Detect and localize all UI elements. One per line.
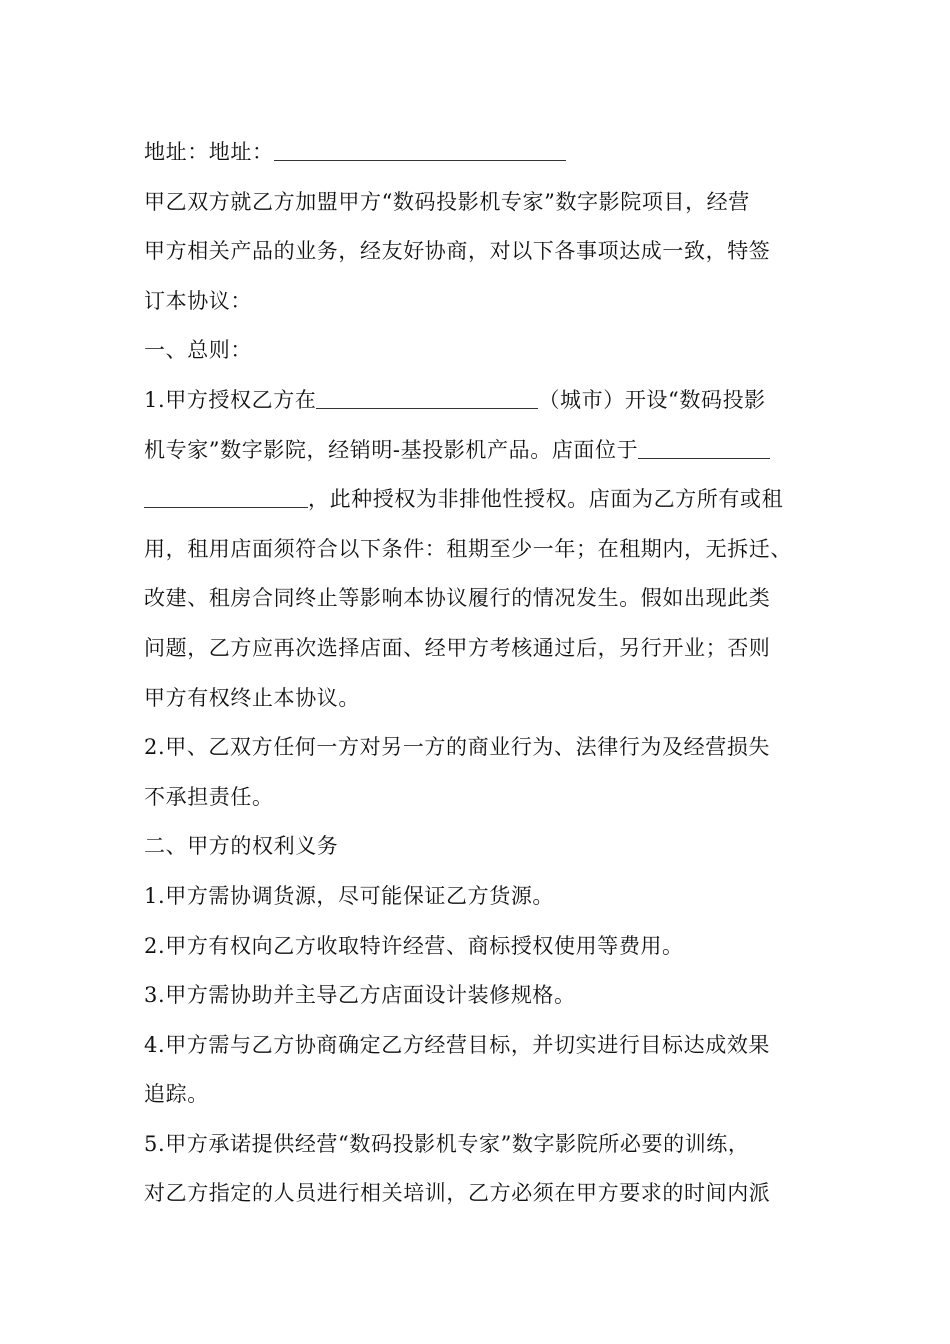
clause-2-5-line: 对乙方指定的人员进行相关培训，乙方必须在甲方要求的时间内派 [144, 1181, 771, 1206]
store-location-blank-continued [144, 487, 308, 508]
intro-line: 甲方相关产品的业务，经友好协商，对以下各事项达成一致，特签 [144, 239, 771, 264]
section-heading-party-a-rights: 二、甲方的权利义务 [144, 834, 339, 859]
document-body [144, 128, 814, 1219]
address-label: 地址：地址： [144, 140, 274, 164]
intro-line: 甲乙双方就乙方加盟甲方“数码投影机专家”数字影院项目，经营 [144, 189, 750, 214]
store-location-blank [638, 438, 770, 459]
clause-1-1-city-suffix: （城市）开设“数码投影 [538, 387, 766, 412]
clause-2-3-line: 3.甲方需协助并主导乙方店面设计装修规格。 [144, 983, 576, 1008]
clause-1-1-store-text: 机专家”数字影院，经销明-基投影机产品。店面位于 [144, 437, 639, 462]
clause-2-1-line: 1.甲方需协调货源，尽可能保证乙方货源。 [144, 883, 555, 908]
clause-1-1-line [144, 475, 814, 525]
clause-2-4-line: 4.甲方需与乙方协商确定乙方经营目标，并切实进行目标达成效果 [144, 1032, 771, 1057]
city-blank [316, 388, 538, 409]
address-blank [274, 140, 566, 161]
clause-1-1-line: 问题，乙方应再次选择店面、经甲方考核通过后，另行开业；否则 [144, 635, 771, 660]
clause-1-2-line: 2.甲、乙双方任何一方对另一方的商业行为、法律行为及经营损失 [144, 735, 771, 760]
clause-1-1-line: 用，租用店面须符合以下条件：租期至少一年；在租期内，无拆迁、 [144, 536, 792, 561]
address-line [144, 128, 814, 178]
clause-2-5-line: 5.甲方承诺提供经营“数码投影机专家”数字影院所必要的训练， [144, 1131, 750, 1156]
section-heading-general: 一、总则： [144, 338, 252, 363]
clause-2-2-line: 2.甲方有权向乙方收取特许经营、商标授权使用等费用。 [144, 933, 684, 958]
clause-1-1-authorization-text: ，此种授权为非排他性授权。店面为乙方所有或租 [308, 487, 784, 512]
clause-1-1-line: 改建、租房合同终止等影响本协议履行的情况发生。假如出现此类 [144, 586, 771, 611]
clause-1-1-prefix: 1.甲方授权乙方在 [144, 387, 317, 412]
intro-line: 订本协议： [144, 288, 252, 313]
clause-1-1-line [144, 426, 814, 476]
clause-1-1-line [144, 376, 814, 426]
clause-2-4-line: 追踪。 [144, 1082, 209, 1107]
clause-1-1-line: 甲方有权终止本协议。 [144, 685, 360, 710]
clause-1-2-line: 不承担责任。 [144, 784, 274, 809]
